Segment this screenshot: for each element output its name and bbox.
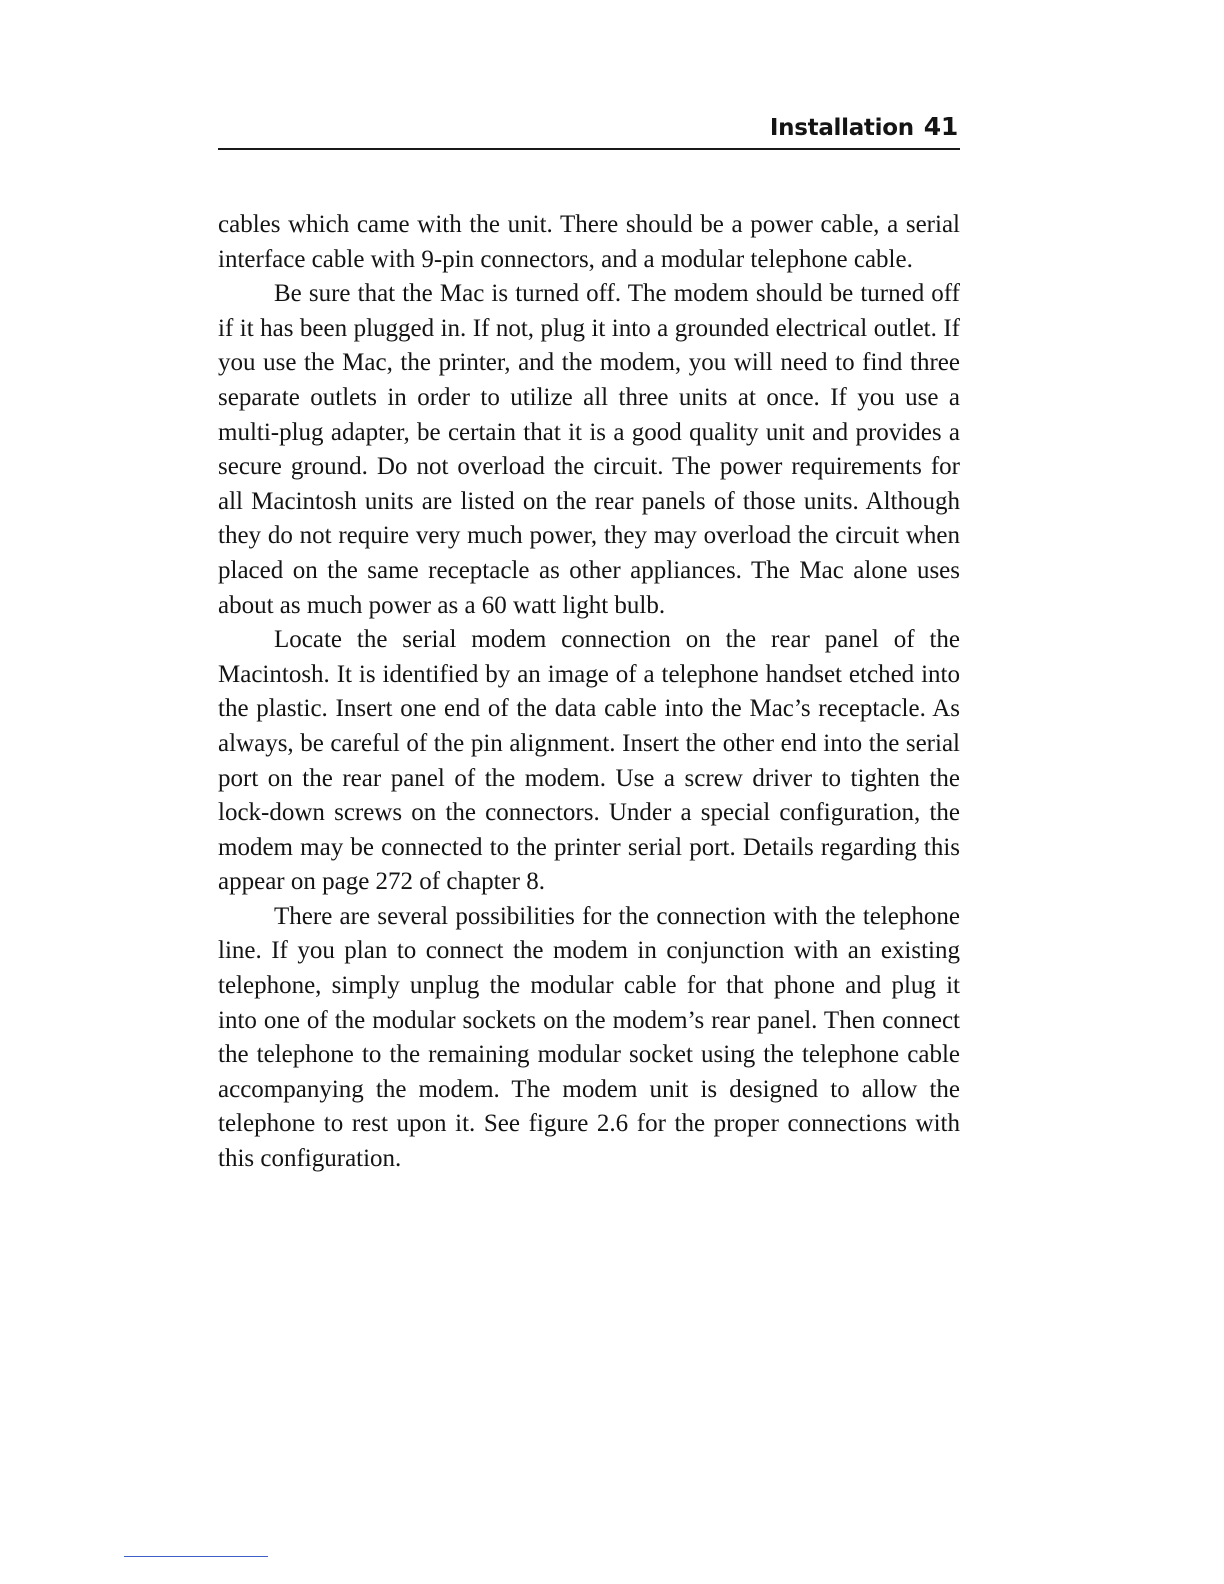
paragraph-2: Be sure that the Mac is turned off. The modem should be turned off if it has been plugged in. If not, plug it into a grounded electrical outlet. If you use the Mac, the printer, and the modem, you will need to find three separate outlets in order to utilize all three units at once. If you use a multi-plug adapter, be certain that it is a good quality unit and provides a secure ground. Do not overload the circuit. The power requirements for all Macintosh units are listed on the rear panels of those units. Although they do not require very much power, they may overload the circuit when placed on the same receptacle as other appliances. The Mac alone uses about as much power as a 60 watt light bulb. <box>218 280 960 619</box>
paragraph-1: cables which came with the unit. There should be a power cable, a serial interface cable with 9-pin connectors, and a modular telephone cable. <box>218 211 960 273</box>
page-number: 41 <box>923 112 958 141</box>
running-head <box>218 108 960 150</box>
section-title: Installation <box>769 115 914 141</box>
running-head-text <box>770 112 958 141</box>
bottom-edge-rule <box>124 1556 268 1557</box>
paragraph-3: Locate the serial modem connection on the rear panel of the Macintosh. It is identified by an image of a telephone handset etched into the plastic. Insert one end of the data cable into the Mac’s receptacle. As always, be careful of the pin alignment. Insert the other end into the serial port on the rear panel of the modem. Use a screw driver to tighten the lock-down screws on the connectors. Under a special configuration, the modem may be connected to the printer serial port. Details regarding this appear on page 272 of chapter 8. <box>218 626 960 896</box>
body-text <box>218 208 960 1177</box>
paragraph-4: There are several possibilities for the connection with the telephone line. If you plan to connect the modem in conjunction with an existing telephone, simply unplug the modular cable for that phone and plug it into one of the modular sockets on the modem’s rear panel. Then connect the telephone to the remaining modular socket using the telephone cable accompanying the modem. The modem unit is designed to allow the telephone to rest upon it. See figure 2.6 for the proper connections with this configuration. <box>218 902 960 1173</box>
